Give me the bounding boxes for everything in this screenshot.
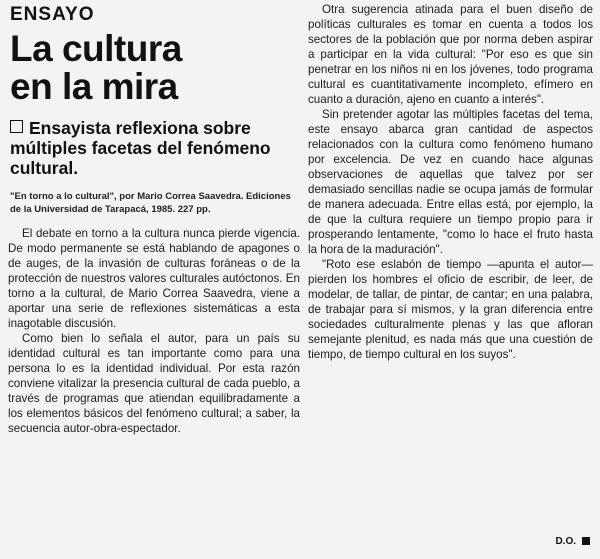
section-tag: ENSAYO (10, 4, 95, 25)
right-paragraph-2: Sin pretender agotar las múltiples facetas del tema, este ensayo abarca gran cantidad de aspectos relacionados con la cultura como fenómeno humano por excelencia. De vez en cuando hace algunas observaciones de aquellas que talvez por ser demasiado sencillas nadie se ocupa jamás de formular de manera adecuada. Entre ellas está, por ejemplo, la de que la cultura requiere un tiempo propio para ir prosperando lentamente, "como lo hace el fruto hasta la hora de la maduración". (308, 108, 593, 256)
deck (10, 118, 300, 178)
deck-text: Ensayista reflexiona sobre múltiples facetas del fenómeno cultural. (10, 118, 271, 178)
headline-line-2: en la mira (10, 66, 178, 107)
headline (10, 30, 300, 106)
square-bullet-icon (10, 120, 23, 133)
right-paragraph-1: Otra sugerencia atinada para el buen diseño de políticas culturales es tomar en cuenta a todos los sectores de la población que por norma deben aspirar a participar en la vida cultural: "Por eso es que sin penetrar en los niños ni en los jóvenes, todo programa cultural es cuantitativamente incompleto, efímero en cuanto a duración, ajeno en cuanto a interés". (308, 3, 593, 106)
left-paragraph-2: Como bien lo señala el autor, para un país su identidad cultural es tan importante como para una persona lo es la identidad individual. Por esta razón conviene vitalizar la presencia cultural de cada pueblo, a través de programas que atiendan equilibradamente a los elementos básicos del fenómeno cultural; a saber, la secuencia autor-obra-espectador. (8, 332, 300, 435)
right-column (308, 2, 593, 362)
left-paragraph-1: El debate en torno a la cultura nunca pierde vigencia. De modo permanente se está hablando de apagones o de auges, de la invasión de culturas foráneas o de la protección de nuestros valores culturales autóctonos. En torno a la cultural, de Mario Correa Saavedra, viene a aportar una serie de reflexiones sistemáticas a esta inagotable discusión. (8, 227, 300, 330)
right-paragraph-3: "Roto ese eslabón de tiempo —apunta el autor— pierden los hombres el oficio de escribir, de leer, de modelar, de tallar, de pintar, de cantar; en una palabra, de trabajar para sí mismos, y la gran diferencia entre sociedades culturalmente plenas y las que afloran semejante plenitud, es nada más que una cuestión de tiempo, de tiempo cultural en los suyos". (308, 258, 593, 361)
signature-text: D.O. (555, 536, 576, 547)
end-mark-icon (582, 537, 590, 545)
left-column (8, 2, 300, 436)
book-credit: "En torno a lo cultural", por Mario Correa Saavedra. Ediciones de la Universidad de Tarapacá, 1985. 227 pp. (10, 191, 291, 215)
author-signature (555, 536, 590, 547)
headline-line-1: La cultura (10, 28, 182, 69)
